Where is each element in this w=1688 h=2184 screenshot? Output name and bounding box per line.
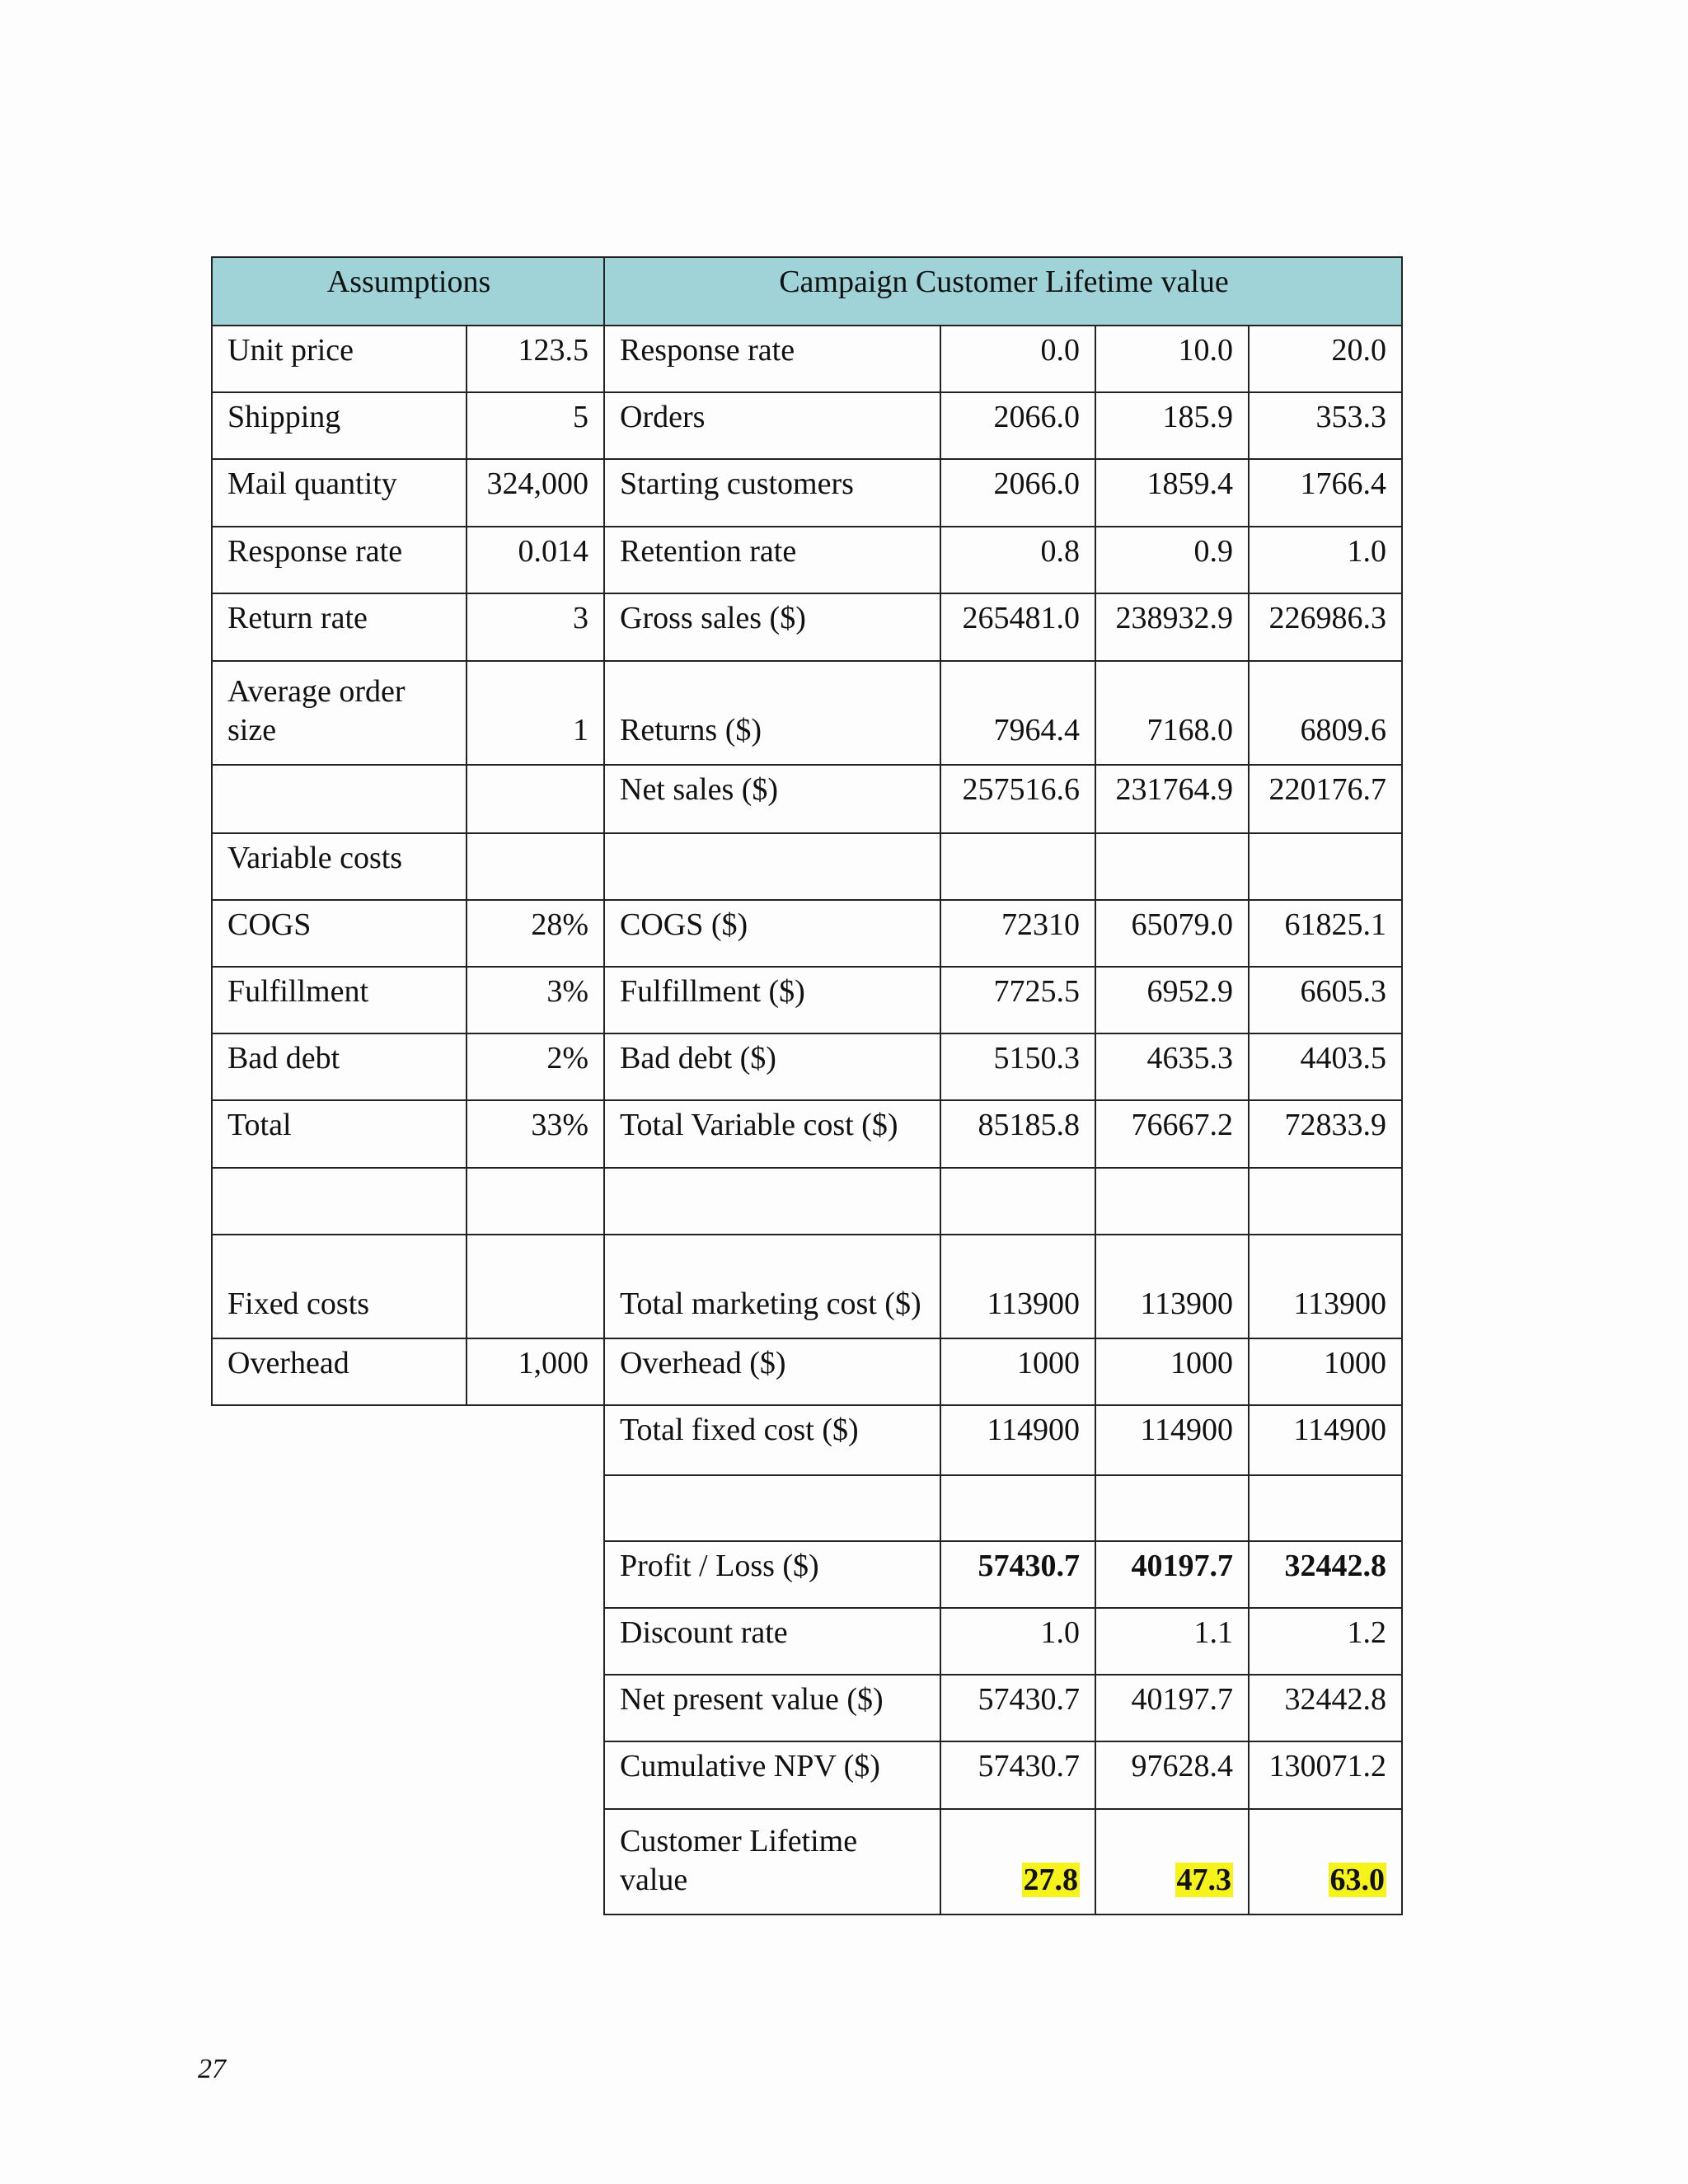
metric-label: Total marketing cost ($): [604, 1235, 940, 1338]
metric-value-v2: [1095, 1168, 1249, 1235]
assumption-value: 3: [467, 593, 604, 661]
assumption-label: Overhead: [212, 1338, 467, 1405]
metric-value-v1: [940, 1475, 1095, 1541]
metric-value-v1: 2066.0: [940, 392, 1095, 459]
metric-value-v1: 72310: [940, 900, 1095, 967]
metric-value-v1: 7725.5: [940, 967, 1095, 1033]
metric-value-v3: 130071.2: [1249, 1741, 1402, 1809]
metric-value-v2: [1095, 1809, 1249, 1915]
table-row: [212, 1168, 1402, 1235]
metric-value-v3: 114900: [1249, 1405, 1402, 1475]
metric-label: Total Variable cost ($): [604, 1100, 940, 1168]
metric-value-v1: 1000: [940, 1338, 1095, 1405]
metric-value-v2: 4635.3: [1095, 1033, 1249, 1100]
table-row: [212, 1033, 1402, 1100]
metric-value-v3: 1000: [1249, 1338, 1402, 1405]
assumption-label: COGS: [212, 900, 467, 967]
clv-header: Campaign Customer Lifetime value: [604, 257, 1402, 326]
metric-value-v1: 85185.8: [940, 1100, 1095, 1168]
empty-cell: [212, 1608, 467, 1675]
metric-label: COGS ($): [604, 900, 940, 967]
clv-table: [211, 256, 1403, 1915]
metric-label: Returns ($): [604, 661, 940, 765]
metric-value-v2: 113900: [1095, 1235, 1249, 1338]
assumption-label: Bad debt: [212, 1033, 467, 1100]
assumption-label: Fulfillment: [212, 967, 467, 1033]
assumption-value: 28%: [467, 900, 604, 967]
metric-label: [604, 1475, 940, 1541]
metric-value-v3: 6605.3: [1249, 967, 1402, 1033]
metric-value-v3: [1249, 833, 1402, 900]
assumption-label: [212, 765, 467, 833]
metric-label: Net present value ($): [604, 1675, 940, 1741]
metric-value-v2: 7168.0: [1095, 661, 1249, 765]
assumption-value: [467, 1168, 604, 1235]
empty-cell: [467, 1675, 604, 1741]
empty-cell: [467, 1405, 604, 1475]
metric-label: Fulfillment ($): [604, 967, 940, 1033]
assumption-value: [467, 765, 604, 833]
metric-value-v3: 72833.9: [1249, 1100, 1402, 1168]
table-row: [212, 967, 1402, 1033]
assumption-value: 33%: [467, 1100, 604, 1168]
metric-value-v1: 57430.7: [940, 1541, 1095, 1608]
metric-value-v3: 61825.1: [1249, 900, 1402, 967]
metric-value-v3: 113900: [1249, 1235, 1402, 1338]
metric-value-v1: [940, 1168, 1095, 1235]
table-row: [212, 459, 1402, 527]
metric-value-v1: 7964.4: [940, 661, 1095, 765]
assumption-label: Fixed costs: [212, 1235, 467, 1338]
metric-value-v3: [1249, 1168, 1402, 1235]
metric-value-v3: 353.3: [1249, 392, 1402, 459]
table-row: [212, 1475, 1402, 1541]
empty-cell: [467, 1475, 604, 1541]
assumption-value: [467, 1235, 604, 1338]
metric-value-v3: 1766.4: [1249, 459, 1402, 527]
metric-value-v1: 1.0: [940, 1608, 1095, 1675]
metric-value-v2: 40197.7: [1095, 1675, 1249, 1741]
table-row: [212, 1675, 1402, 1741]
assumption-value: 324,000: [467, 459, 604, 527]
table-row: [212, 833, 1402, 900]
metric-value-v2: 231764.9: [1095, 765, 1249, 833]
empty-cell: [212, 1405, 467, 1475]
table-row: [212, 900, 1402, 967]
empty-cell: [467, 1608, 604, 1675]
table-row: [212, 326, 1402, 392]
metric-value-v1: 113900: [940, 1235, 1095, 1338]
assumption-label: Variable costs: [212, 833, 467, 900]
empty-cell: [212, 1741, 467, 1809]
metric-value-v1: 0.8: [940, 527, 1095, 593]
empty-cell: [467, 1741, 604, 1809]
metric-label: Response rate: [604, 326, 940, 392]
assumption-value: [467, 833, 604, 900]
metric-value-v3: 32442.8: [1249, 1541, 1402, 1608]
metric-value-v1: 2066.0: [940, 459, 1095, 527]
empty-cell: [212, 1809, 467, 1915]
empty-cell: [212, 1675, 467, 1741]
table-row: [212, 1741, 1402, 1809]
metric-value-v1: 257516.6: [940, 765, 1095, 833]
assumption-value: 2%: [467, 1033, 604, 1100]
metric-label: Starting customers: [604, 459, 940, 527]
metric-value-v2: [1095, 833, 1249, 900]
assumption-value: 5: [467, 392, 604, 459]
assumption-value: 1,000: [467, 1338, 604, 1405]
metric-label: Discount rate: [604, 1608, 940, 1675]
metric-value-v3: [1249, 1475, 1402, 1541]
metric-value-v2: 238932.9: [1095, 593, 1249, 661]
assumption-label: Total: [212, 1100, 467, 1168]
table-row: [212, 661, 1402, 765]
metric-value-v2: 1.1: [1095, 1608, 1249, 1675]
table-row: [212, 1541, 1402, 1608]
empty-cell: [212, 1541, 467, 1608]
metric-value-v3: 20.0: [1249, 326, 1402, 392]
metric-value-v2: 114900: [1095, 1405, 1249, 1475]
empty-cell: [467, 1541, 604, 1608]
metric-value-v3: [1249, 1809, 1402, 1915]
metric-value-v2: [1095, 1475, 1249, 1541]
metric-value-v2: 65079.0: [1095, 900, 1249, 967]
assumption-label: Shipping: [212, 392, 467, 459]
metric-value-v3: 220176.7: [1249, 765, 1402, 833]
metric-value-v1: [940, 1809, 1095, 1915]
metric-value-v3: 6809.6: [1249, 661, 1402, 765]
metric-value-v3: 1.0: [1249, 527, 1402, 593]
table-row: [212, 1235, 1402, 1338]
assumption-value: 1: [467, 661, 604, 765]
metric-label: Overhead ($): [604, 1338, 940, 1405]
assumptions-header: Assumptions: [212, 257, 604, 326]
header-row: [212, 257, 1402, 326]
metric-value-v2: 1000: [1095, 1338, 1249, 1405]
metric-label: Orders: [604, 392, 940, 459]
metric-label: Gross sales ($): [604, 593, 940, 661]
metric-value-v3: 1.2: [1249, 1608, 1402, 1675]
metric-value-v2: 40197.7: [1095, 1541, 1249, 1608]
metric-label: Profit / Loss ($): [604, 1541, 940, 1608]
metric-label: Retention rate: [604, 527, 940, 593]
highlighted-value: 47.3: [1176, 1862, 1231, 1897]
table-row: [212, 765, 1402, 833]
metric-value-v1: 57430.7: [940, 1741, 1095, 1809]
assumption-label: Mail quantity: [212, 459, 467, 527]
metric-value-v3: 226986.3: [1249, 593, 1402, 661]
assumption-label: Unit price: [212, 326, 467, 392]
highlighted-value: 63.0: [1329, 1862, 1385, 1897]
table-row: [212, 1608, 1402, 1675]
metric-value-v1: 5150.3: [940, 1033, 1095, 1100]
metric-label: Bad debt ($): [604, 1033, 940, 1100]
metric-value-v1: [940, 833, 1095, 900]
metric-value-v1: 265481.0: [940, 593, 1095, 661]
metric-value-v2: 97628.4: [1095, 1741, 1249, 1809]
assumption-label: Return rate: [212, 593, 467, 661]
metric-label: Net sales ($): [604, 765, 940, 833]
assumption-value: 0.014: [467, 527, 604, 593]
table-row: [212, 1405, 1402, 1475]
table-row: [212, 392, 1402, 459]
metric-value-v2: 10.0: [1095, 326, 1249, 392]
page-number: 27: [198, 2054, 226, 2084]
empty-cell: [212, 1475, 467, 1541]
metric-value-v3: 32442.8: [1249, 1675, 1402, 1741]
metric-value-v3: 4403.5: [1249, 1033, 1402, 1100]
metric-label: Customer Lifetime value: [604, 1809, 940, 1915]
table-row: [212, 527, 1402, 593]
assumption-label: [212, 1168, 467, 1235]
assumption-label: Average order size: [212, 661, 467, 765]
metric-value-v2: 0.9: [1095, 527, 1249, 593]
metric-value-v1: 0.0: [940, 326, 1095, 392]
metric-label: Total fixed cost ($): [604, 1405, 940, 1475]
table-row: [212, 593, 1402, 661]
assumption-value: 3%: [467, 967, 604, 1033]
assumption-value: 123.5: [467, 326, 604, 392]
highlighted-value: 27.8: [1023, 1862, 1078, 1897]
metric-value-v2: 76667.2: [1095, 1100, 1249, 1168]
metric-value-v2: 185.9: [1095, 392, 1249, 459]
metric-label: [604, 833, 940, 900]
metric-value-v1: 57430.7: [940, 1675, 1095, 1741]
metric-value-v2: 6952.9: [1095, 967, 1249, 1033]
metric-label: Cumulative NPV ($): [604, 1741, 940, 1809]
table-row: [212, 1338, 1402, 1405]
table-row: [212, 1100, 1402, 1168]
metric-label: [604, 1168, 940, 1235]
assumption-label: Response rate: [212, 527, 467, 593]
empty-cell: [467, 1809, 604, 1915]
metric-value-v1: 114900: [940, 1405, 1095, 1475]
table-row: [212, 1809, 1402, 1915]
metric-value-v2: 1859.4: [1095, 459, 1249, 527]
